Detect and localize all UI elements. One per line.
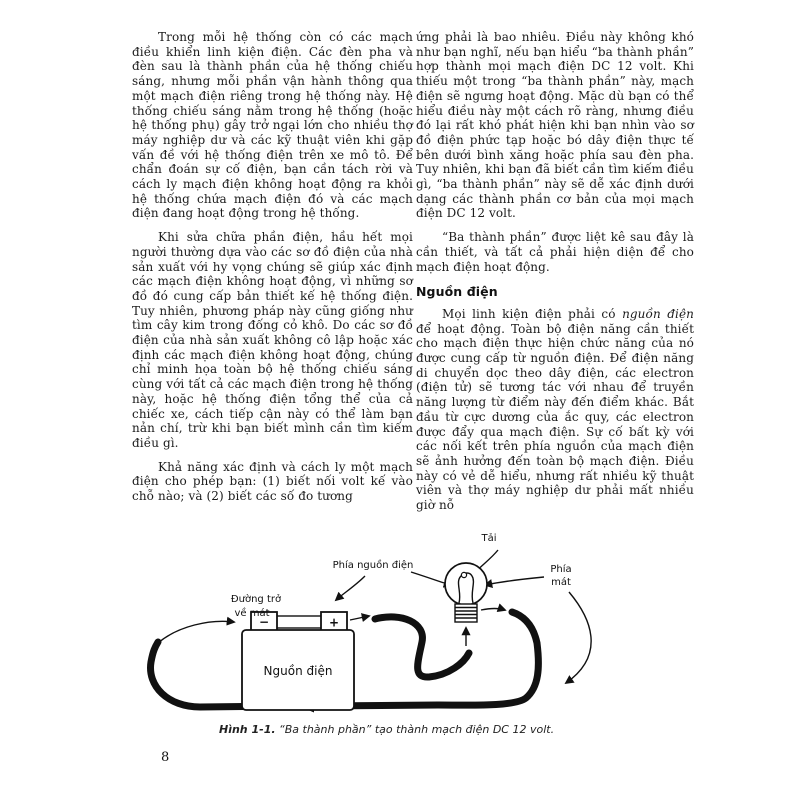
source-side-left-arrow [336, 576, 365, 600]
ground-return-label-line1: Đường trở [230, 594, 282, 605]
figure-caption [219, 723, 554, 736]
figure-caption-number: Hình 1-1. [219, 723, 276, 736]
ground-side-label-line1: Phía [550, 564, 572, 575]
emphasized-term: nguồn điện [622, 306, 694, 321]
battery [242, 612, 354, 710]
right-column [416, 30, 694, 522]
flow-arrow-positive [350, 616, 369, 620]
paragraph: Khi sửa chữa phần điện, hầu hết mọi người thường dựa vào các sơ đồ điện của nhà sản xuất với hy vọng chúng sẽ giúp xác định các mạch điện không hoạt động, vì những sơ đồ đó cung cấp bản thiết kế hệ thống điện. Tuy nhiên, phương pháp này cũng giống như tìm cây kim trong đống cỏ khô. Do các sơ đồ điện của nhà sản xuất không cô lập hoặc xác định các mạch điện không hoạt động, chúng chỉ minh họa toàn bộ hệ thống chiếu sáng cùng với tất cả các mạch điện trong hệ thống này, hoặc hệ thống điện tổng thể của cả chiếc xe, cách tiếp cận này có thể làm bạn nản chí, trừ khi bạn biết mình cần tìm kiếm điều gì. [132, 230, 413, 450]
paragraph: “Ba thành phần” được liệt kê sau đây là cần thiết, và tất cả phải hiện diện để cho mạch điện hoạt động. [416, 230, 694, 274]
paragraph [416, 307, 694, 513]
paragraph-text: Mọi linh kiện điện phải có [442, 306, 623, 321]
minus-terminal-icon: − [258, 615, 270, 629]
ground-side-bulb-arrow [485, 577, 544, 585]
ground-return-arrow [158, 621, 234, 643]
figure-caption-text: “Ba thành phần” tạo thành mạch điện DC 12 volt. [279, 723, 555, 736]
battery-label: Nguồn điện [263, 664, 333, 678]
paragraph-text: để hoạt động. Toàn bộ điện năng cần thiết cho mạch điện thực hiện chức năng của nó được cung cấp từ nguồn điện. Để điện năng di chuyển dọc theo dây điện, các electron (điện tử) sẽ tương tác với nhau để truyền năng lượng từ điểm này đến điểm khác. Bắt đầu từ cực dương của ắc quy, các electron được đẩy qua mạch điện. Sự cố bất kỳ với các nối kết trên phía nguồn của mạch điện sẽ ảnh hưởng đến toàn bộ mạch điện. Điều này có vẻ dễ hiểu, nhưng rất nhiều kỹ thuật viên và thợ máy nghiệp dư phải mất nhiều giờ nỗ [416, 321, 694, 513]
paragraph: Khả năng xác định và cách ly một mạch điện cho phép bạn: (1) biết nối volt kế vào chỗ nào; và (2) biết các số đo tương [132, 459, 413, 504]
source-side-label: Phía nguồn điện [332, 560, 414, 571]
load-label: Tải [481, 533, 497, 544]
wire-source-side [375, 617, 469, 677]
paragraph: Trong mỗi hệ thống còn có các mạch điều khiển linh kiện điện. Các đèn pha và đèn sau là thành phần của hệ thống chiếu sáng, nhưng mỗi phần vận hành thông qua một mạch điện riêng trong hệ thống này. Hệ thống chiếu sáng nằm trong hệ thống (hoặc hệ thống phụ) gây trở ngại lớn cho nhiều thợ máy nghiệp dư và các kỹ thuật viên khi gặp vấn đề với hệ thống điện trên xe mô tô. Để chẩn đoán sự cố điện, bạn cần tách rời và cách ly mạch điện không hoạt động ra khỏi hệ thống chứa mạch điện đó và các mạch điện đang hoạt động trong hệ thống. [132, 30, 413, 221]
page-number: 8 [161, 750, 170, 765]
flow-arrow-bulb-right [481, 609, 505, 611]
plus-terminal-icon: + [328, 615, 340, 630]
light-bulb-icon [445, 563, 487, 622]
ground-side-long-arrow [566, 592, 591, 683]
ground-return-label-line2: về mát [234, 608, 270, 619]
circuit-figure [128, 526, 673, 726]
left-column [132, 30, 413, 513]
paragraph: ứng phải là bao nhiêu. Điều này không khó như bạn nghĩ, nếu bạn hiểu “ba thành phần” hợp thành mọi mạch điện DC 12 volt. Khi thiếu một trong “ba thành phần” này, mạch điện sẽ ngưng hoạt động. Mặc dù bạn có thể hiểu điều này một cách rõ ràng, nhưng điều đó lại rất khó phát hiện khi bạn nhìn vào sơ đồ điện phức tạp hoặc bó dây điện thực tế bên dưới bình xăng hoặc phía sau đèn pha. Tuy nhiên, khi bạn đã biết cần tìm kiếm điều gì, “ba thành phần” này sẽ dễ xác định dưới dạng các thành phần cơ bản của mọi mạch điện DC 12 volt. [416, 30, 694, 221]
section-heading: Nguồn điện [416, 284, 498, 300]
battery-terminal-bar [275, 616, 323, 628]
ground-side-label-line2: mát [551, 577, 571, 588]
